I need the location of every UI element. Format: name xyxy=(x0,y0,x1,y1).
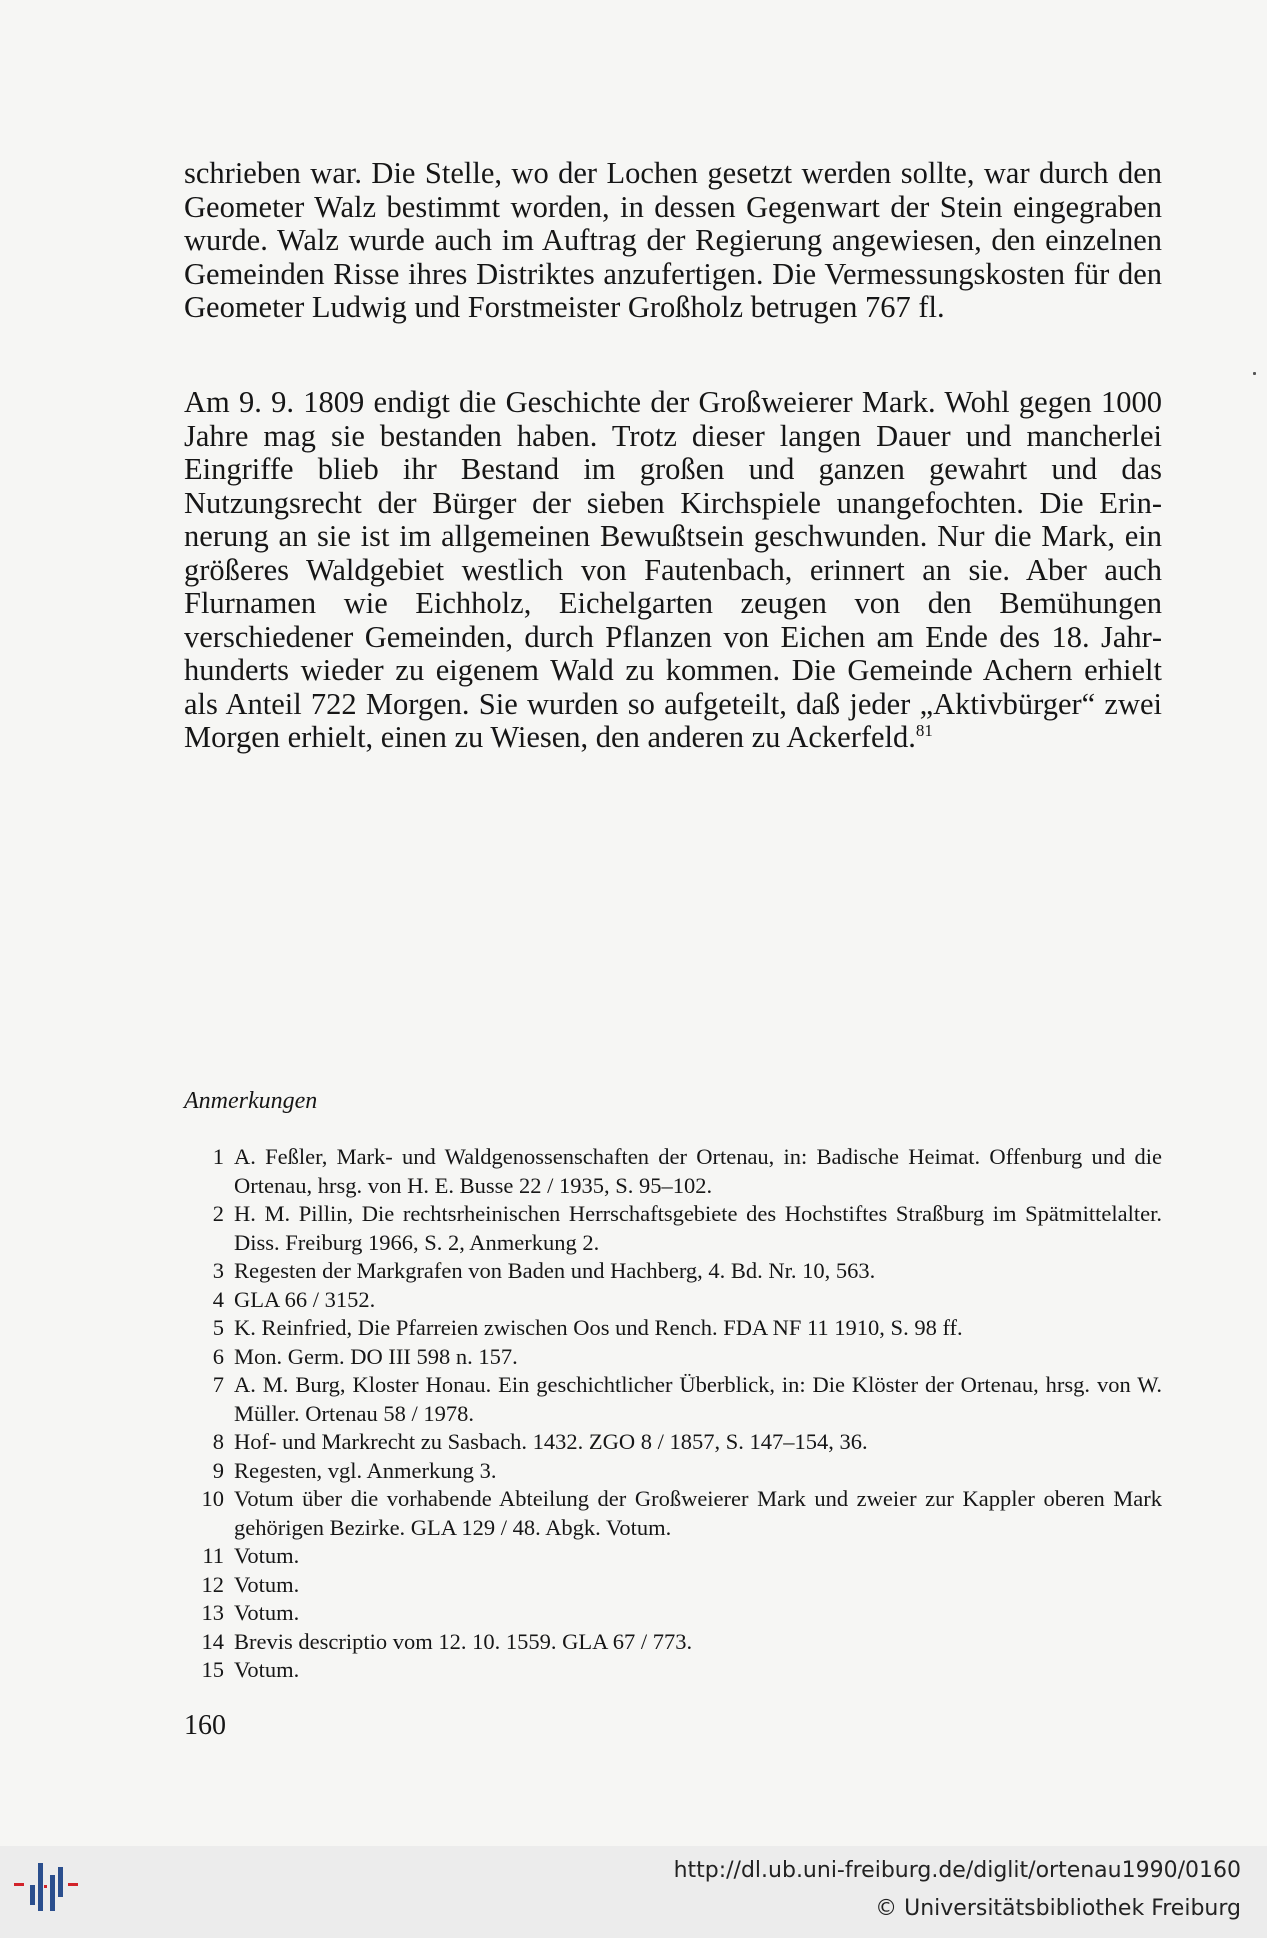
note-item xyxy=(184,1428,1162,1457)
logo-blue-bar-3 xyxy=(50,1875,55,1911)
logo-blue-bar-1 xyxy=(30,1885,35,1905)
page-number: 160 xyxy=(184,1710,226,1741)
note-text: Hof- und Markrecht zu Sasbach. 1432. ZGO 8 / 1857, S. 147–154, 36. xyxy=(234,1429,868,1454)
note-text: A. Feßler, Mark- und Waldgenossenschaften der Ortenau, in: Badische Heimat. Offenburg und die Ortenau, hrsg. von H. E. Busse 22 / 1935, S. 95–102. xyxy=(234,1144,1162,1198)
note-number: 13 xyxy=(201,1600,224,1625)
note-number: 12 xyxy=(201,1571,224,1597)
logo-red-bar-left xyxy=(14,1883,24,1886)
note-text: Votum. xyxy=(234,1543,300,1568)
note-item xyxy=(184,1571,1162,1600)
note-text: Mon. Germ. DO III 598 n. 157. xyxy=(234,1343,518,1369)
note-item xyxy=(184,1656,1162,1685)
paragraph-text: Am 9. 9. 1809 endigt die Geschichte der Großweierer Mark. Wohl gegen 1000 Jahre mag sie bestanden haben. Trotz dieser langen Dauer und mancherlei Eingriffe blieb ihr Bestand im großen und ganzen gewahrt und das Nutzungsrecht der Bürger der sieben Kirchspiele unangefochten. Die Erinnerung an sie ist im allgemeinen Bewußtsein geschwunden. Nur die Mark, ein größeres Waldgebiet westlich von Fautenbach, erinnert an sie. Aber auch Flurnamen wie Eichholz, Eichelgarten zeugen von den Bemühungen verschiedener Gemeinden, durch Pflanzen von Eichen am Ende des 18. Jahrhunderts wieder zu eigenem Wald zu kommen. Die Gemeinde Achern erhielt als Anteil 722 Morgen. Sie wurden so aufgeteilt, daß jeder „Aktivbürger“ zwei Morgen erhielt, einen zu Wiesen, den anderen zu Ackerfeld. xyxy=(184,385,1162,754)
note-text: K. Reinfried, Die Pfarreien zwischen Oos und Rench. FDA NF 11 1910, S. 98 ff. xyxy=(234,1315,963,1340)
footnote-reference[interactable]: 81 xyxy=(915,720,933,740)
note-item xyxy=(184,1343,1162,1372)
note-item xyxy=(184,1143,1162,1200)
note-text: Regesten der Markgrafen von Baden und Hachberg, 4. Bd. Nr. 10, 563. xyxy=(234,1258,876,1283)
logo-red-dot xyxy=(44,1885,47,1888)
notes-list xyxy=(184,1143,1162,1685)
footer-url-link[interactable]: http://dl.ub.uni-freiburg.de/diglit/ortenau1990/0160 xyxy=(673,1858,1241,1883)
note-text: Votum. xyxy=(234,1600,300,1625)
note-number: 1 xyxy=(212,1144,224,1169)
scan-speck xyxy=(1253,372,1256,375)
note-item xyxy=(184,1314,1162,1343)
note-item xyxy=(184,1286,1162,1315)
footer-copyright: © Universitätsbibliothek Freiburg xyxy=(875,1896,1241,1921)
note-number: 15 xyxy=(201,1657,224,1682)
note-text: Votum über die vorhabende Abteilung der Großweierer Mark und zweier zur Kappler oberen Mark gehörigen Bezirke. GLA 129 / 48. Abgk. Votum. xyxy=(234,1486,1162,1540)
note-number: 8 xyxy=(212,1429,224,1454)
note-text: Votum. xyxy=(234,1571,300,1597)
note-number: 5 xyxy=(212,1315,224,1340)
note-number: 10 xyxy=(201,1486,224,1511)
logo-blue-bar-4 xyxy=(58,1867,63,1897)
logo-red-bar-right xyxy=(68,1883,78,1886)
note-text: A. M. Burg, Kloster Honau. Ein geschichtlicher Überblick, in: Die Klöster der Ortenau, hrsg. von W. Müller. Ortenau 58 / 1978. xyxy=(234,1372,1162,1426)
logo-blue-bar-2 xyxy=(38,1863,43,1911)
note-item xyxy=(184,1542,1162,1571)
note-item xyxy=(184,1485,1162,1542)
note-text: GLA 66 / 3152. xyxy=(234,1286,376,1312)
note-text: Regesten, vgl. Anmerkung 3. xyxy=(234,1457,497,1483)
note-number: 3 xyxy=(212,1258,224,1283)
note-number: 9 xyxy=(212,1457,224,1483)
ub-freiburg-logo xyxy=(14,1855,78,1919)
note-number: 6 xyxy=(212,1343,224,1369)
note-number: 7 xyxy=(212,1372,224,1397)
note-item xyxy=(184,1200,1162,1257)
note-text: H. M. Pillin, Die rechtsrheinischen Herrschaftsgebiete des Hochstiftes Straßburg im Spätmittelalter. Diss. Freiburg 1966, S. 2, Anmerkung 2. xyxy=(234,1201,1162,1255)
note-number: 11 xyxy=(202,1543,224,1568)
paragraph-text: schrieben war. Die Stelle, wo der Lochen gesetzt werden sollte, war durch den Geometer Walz bestimmt worden, in dessen Gegenwart der Stein eingegraben wurde. Walz wurde auch im Auftrag der Regierung angewiesen, den einzelnen Gemeinden Risse ihres Distriktes anzufertigen. Die Vermessungskosten für den Geometer Ludwig und Forstmeister Großholz betrugen 767 fl. xyxy=(184,156,1162,324)
note-item xyxy=(184,1628,1162,1657)
body-paragraph-1 xyxy=(184,157,1162,325)
note-item xyxy=(184,1257,1162,1286)
note-text: Brevis descriptio vom 12. 10. 1559. GLA 67 / 773. xyxy=(234,1628,693,1654)
body-paragraph-2 xyxy=(184,386,1162,755)
note-item xyxy=(184,1371,1162,1428)
note-number: 2 xyxy=(212,1201,224,1226)
note-item xyxy=(184,1599,1162,1628)
note-number: 14 xyxy=(201,1628,224,1654)
note-text: Votum. xyxy=(234,1657,300,1682)
notes-heading: Anmerkungen xyxy=(184,1088,318,1114)
note-number: 4 xyxy=(212,1286,224,1312)
note-item xyxy=(184,1457,1162,1486)
